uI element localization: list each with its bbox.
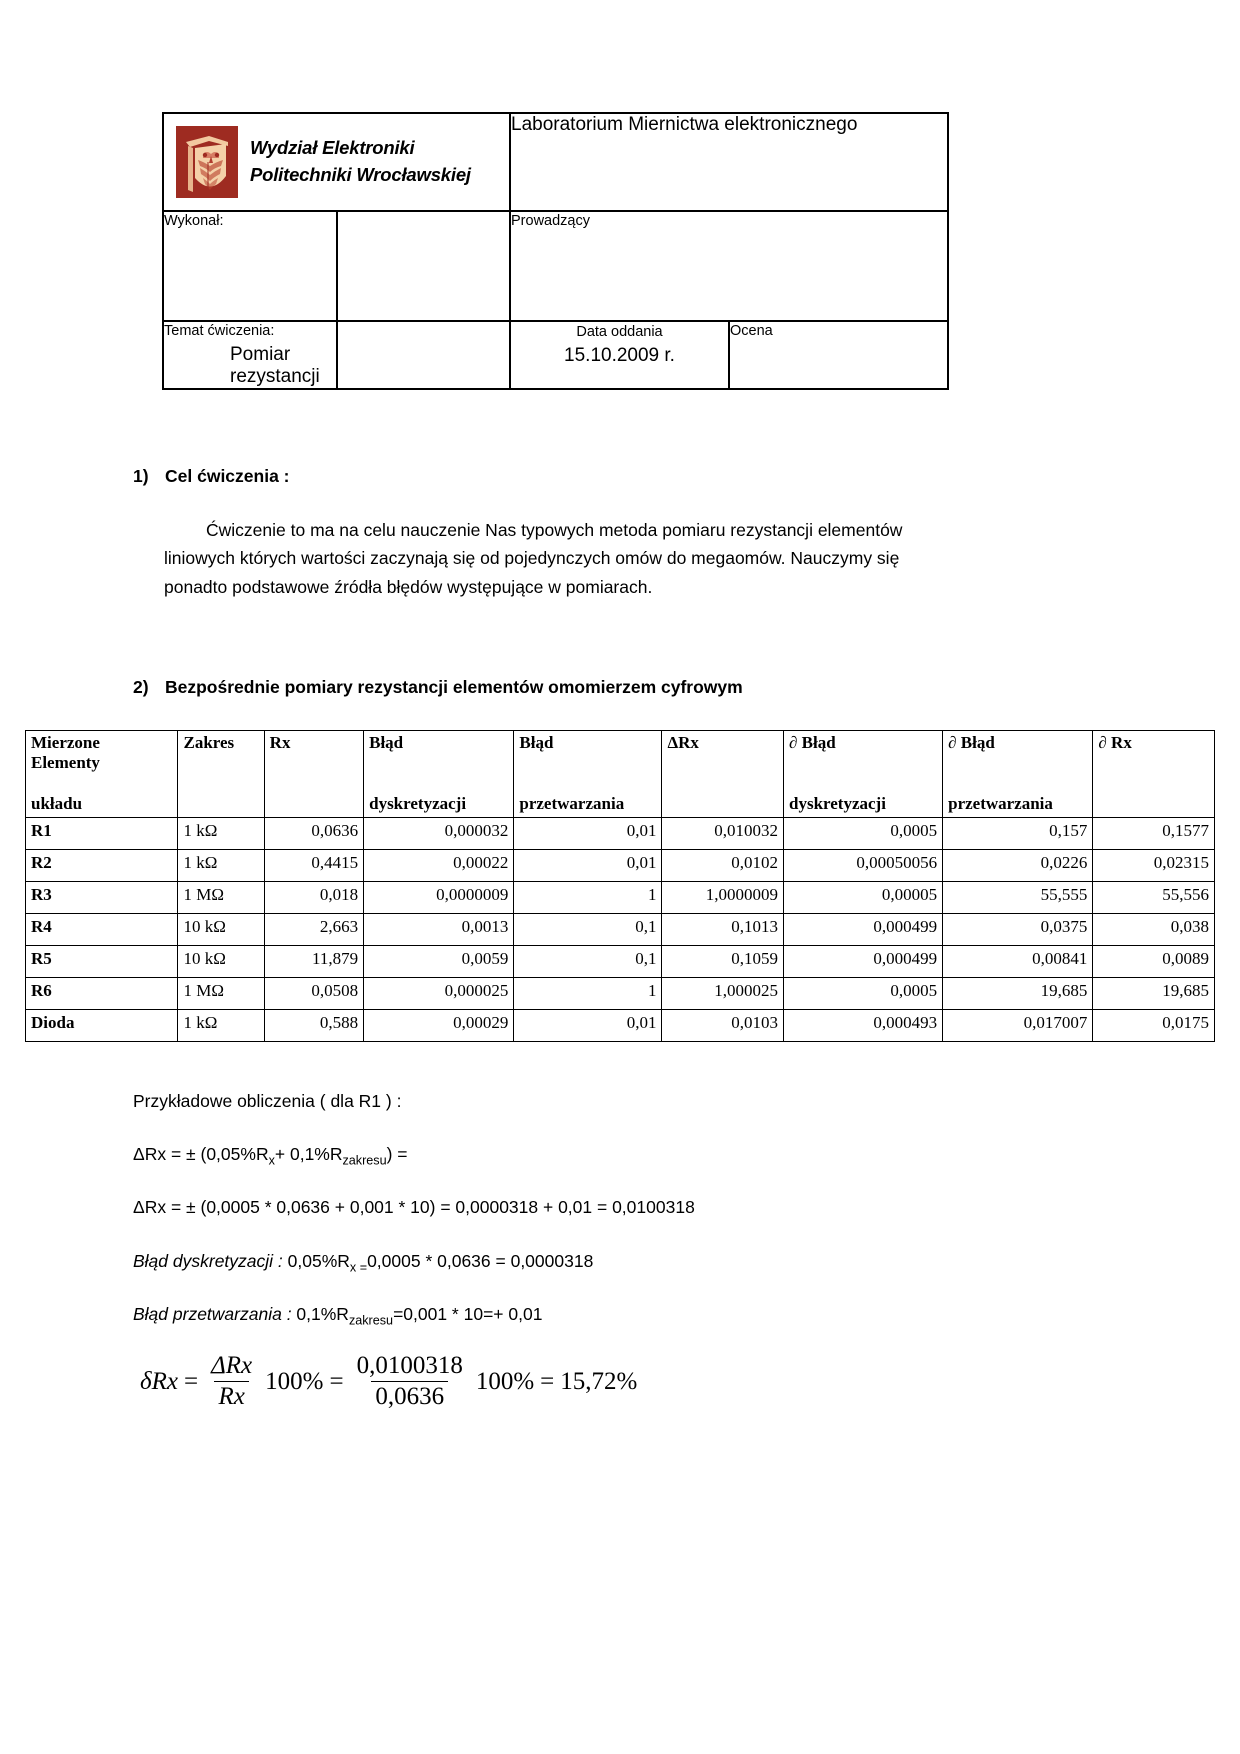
cell-value: 0,1577: [1093, 818, 1215, 850]
header-spacer-cell-1: [337, 211, 511, 321]
measurement-col-header-5: [662, 731, 784, 818]
formula-fraction-1: [207, 1352, 256, 1411]
measurement-col-header-7: [943, 731, 1093, 818]
col-header-top: Zakres: [183, 733, 235, 752]
cell-value: 0,0636: [264, 818, 363, 850]
calc-intro: Przykładowe obliczenia ( dla R1 ) :: [133, 1091, 402, 1111]
calc3-a: 0,05%R: [287, 1251, 350, 1271]
header-row-title: [163, 113, 948, 211]
col-header-bottom: układu: [31, 794, 83, 813]
measurement-col-header-3: [364, 731, 514, 818]
cell-value: 1: [514, 882, 662, 914]
calc-line-1: [133, 1143, 408, 1169]
cell-value: 0,00029: [364, 1010, 514, 1042]
formula-f1-denominator: Rx: [214, 1381, 248, 1411]
calc3-label: Błąd dyskretyzacji :: [133, 1251, 288, 1271]
cell-element-name: R3: [26, 882, 178, 914]
calc-line-2: ΔRx = ± (0,0005 * 0,0636 + 0,001 * 10) = 0,0000318 + 0,01 = 0,0100318: [133, 1197, 695, 1217]
table-row: [26, 914, 1215, 946]
measurement-table: [25, 730, 1215, 1042]
cell-value: 11,879: [264, 946, 363, 978]
header-row-people: [163, 211, 948, 321]
table-row: [26, 978, 1215, 1010]
cell-value: 0,1: [514, 946, 662, 978]
cell-value: 0,0005: [784, 818, 943, 850]
header-row-topic: [163, 321, 948, 389]
cell-value: 1: [514, 978, 662, 1010]
col-header-top: ∂ Błąd: [789, 733, 836, 752]
formula-eq-2: =: [329, 1367, 344, 1395]
calc4-label: Błąd przetwarzania :: [133, 1304, 297, 1324]
section-1-number: 1): [133, 466, 149, 486]
ocena-label: Ocena: [730, 323, 773, 339]
cell-value: 0,0226: [943, 850, 1093, 882]
cell-element-name: R1: [26, 818, 178, 850]
calc1-sub2: zakresu: [342, 1153, 387, 1168]
cell-value: 0,0013: [364, 914, 514, 946]
col-header-top: ∂ Błąd: [948, 733, 995, 752]
cell-value: 0,000032: [364, 818, 514, 850]
col-header-mid: Elementy: [31, 753, 100, 772]
section-2-number: 2): [133, 677, 149, 697]
ocena-cell[interactable]: [729, 321, 948, 389]
cell-element-name: R4: [26, 914, 178, 946]
cell-value: 0,0102: [662, 850, 784, 882]
cell-value: 55,556: [1093, 882, 1215, 914]
cell-value: 0,0089: [1093, 946, 1215, 978]
cell-element-name: Dioda: [26, 1010, 178, 1042]
table-row: [26, 882, 1215, 914]
cell-value: 0,00022: [364, 850, 514, 882]
data-oddania-label: Data oddania: [576, 324, 663, 340]
measurement-col-header-8: [1093, 731, 1215, 818]
logo-and-faculty-cell: [163, 113, 510, 211]
cell-value: 55,555: [943, 882, 1093, 914]
faculty-name: [250, 135, 471, 189]
cell-value: 0,0508: [264, 978, 363, 1010]
cell-value: 10 kΩ: [178, 946, 264, 978]
cell-value: 0,01: [514, 818, 662, 850]
cell-value: 19,685: [943, 978, 1093, 1010]
cell-value: 10 kΩ: [178, 914, 264, 946]
faculty-line-1: Wydział Elektroniki: [250, 137, 415, 159]
section-1-title: Cel ćwiczenia :: [165, 466, 290, 486]
cell-value: 0,00841: [943, 946, 1093, 978]
section-1-heading: [133, 466, 290, 487]
measurement-header-row: [26, 731, 1215, 818]
calc3-sub: x =: [349, 1260, 368, 1275]
col-header-bottom: przetwarzania: [948, 794, 1053, 813]
temat-value: Pomiar rezystancji: [230, 344, 320, 387]
cell-value: 1 kΩ: [178, 850, 264, 882]
formula-result: 15,72%: [560, 1367, 638, 1395]
cell-value: 0,02315: [1093, 850, 1215, 882]
formula-lhs: δRx: [140, 1367, 178, 1395]
cell-value: 1 kΩ: [178, 818, 264, 850]
lab-title-cell: [510, 113, 948, 211]
cell-value: 0,000499: [784, 946, 943, 978]
measurement-col-header-2: [264, 731, 363, 818]
cell-value: 0,000499: [784, 914, 943, 946]
formula-f2-denominator: 0,0636: [371, 1381, 448, 1411]
pwr-eagle-logo-icon: [176, 126, 238, 198]
cell-value: 0,0005: [784, 978, 943, 1010]
section-2-heading: [133, 677, 743, 698]
cell-value: 0,0175: [1093, 1010, 1215, 1042]
data-oddania-value: 15.10.2009 r.: [564, 345, 675, 367]
cell-value: 0,00005: [784, 882, 943, 914]
cell-value: 1 MΩ: [178, 882, 264, 914]
temat-cell[interactable]: [163, 321, 337, 389]
calc1-d: ) =: [386, 1144, 408, 1164]
temat-label: Temat ćwiczenia:: [164, 323, 275, 339]
prowadzacy-label: Prowadzący: [511, 213, 590, 229]
measurement-col-header-1: [178, 731, 264, 818]
cell-value: 0,000493: [784, 1010, 943, 1042]
cell-value: 1,0000009: [662, 882, 784, 914]
cell-value: 1 MΩ: [178, 978, 264, 1010]
cell-value: 1,000025: [662, 978, 784, 1010]
measurement-col-header-6: [784, 731, 943, 818]
cell-value: 0,4415: [264, 850, 363, 882]
calc4-a: 0,1%R: [296, 1304, 349, 1324]
col-header-top: ∂ Rx: [1098, 733, 1132, 752]
measurement-col-header-4: [514, 731, 662, 818]
cell-value: 0,157: [943, 818, 1093, 850]
calc1-a: ΔRx =: [133, 1144, 187, 1164]
wykonal-cell[interactable]: [163, 211, 337, 321]
lab-title: Laboratorium Miernictwa elektronicznego: [511, 114, 858, 135]
measurement-table-head: [26, 731, 1215, 818]
cell-value: 0,588: [264, 1010, 363, 1042]
calc3-b: 0,0005 * 0,0636 = 0,0000318: [367, 1251, 594, 1271]
calc1-c: + 0,1%R: [274, 1144, 343, 1164]
cell-element-name: R5: [26, 946, 178, 978]
table-row: [26, 1010, 1215, 1042]
col-header-top: Mierzone: [31, 733, 100, 752]
cell-element-name: R2: [26, 850, 178, 882]
formula-f2-numerator: 0,0100318: [356, 1352, 463, 1379]
col-header-bottom: dyskretyzacji: [369, 794, 467, 813]
cell-value: 0,0000009: [364, 882, 514, 914]
report-header-table: [162, 112, 949, 390]
calc1-b: ± (0,05%R: [186, 1144, 269, 1164]
calc1-sub1: x: [268, 1153, 275, 1168]
col-header-top: Błąd: [369, 733, 404, 752]
cell-value: 19,685: [1093, 978, 1215, 1010]
cell-element-name: R6: [26, 978, 178, 1010]
section-1-body: Ćwiczenie to ma na celu nauczenie Nas typowych metoda pomiaru rezystancji elementów liniowych których wartości zaczynają się od pojedynczych omów do megaomów. Nauczymy się ponadto podstawowe źródła błędów występujące w pomiarach.: [164, 520, 903, 597]
formula-f1-numerator: ΔRx: [211, 1352, 253, 1379]
col-header-bottom: dyskretyzacji: [789, 794, 886, 813]
col-header-top: Błąd: [519, 733, 554, 752]
formula-percent-2: 100%: [475, 1367, 535, 1395]
formula-eq-3: =: [540, 1367, 555, 1395]
table-row: [26, 818, 1215, 850]
prowadzacy-cell[interactable]: [510, 211, 948, 321]
cell-value: 0,1059: [662, 946, 784, 978]
cell-value: 0,000025: [364, 978, 514, 1010]
data-oddania-cell: [510, 321, 729, 389]
delta-rx-formula: [140, 1352, 637, 1411]
cell-value: 0,01: [514, 850, 662, 882]
cell-value: 0,0059: [364, 946, 514, 978]
wykonal-label: Wykonał:: [164, 213, 224, 229]
cell-value: 0,01: [514, 1010, 662, 1042]
cell-value: 0,1: [514, 914, 662, 946]
faculty-line-2: Politechniki Wrocławskiej: [250, 164, 471, 185]
cell-value: 0,017007: [943, 1010, 1093, 1042]
cell-value: 0,038: [1093, 914, 1215, 946]
cell-value: 0,1013: [662, 914, 784, 946]
table-row: [26, 850, 1215, 882]
cell-value: 0,0375: [943, 914, 1093, 946]
cell-value: 2,663: [264, 914, 363, 946]
formula-eq-1: =: [184, 1367, 199, 1395]
table-row: [26, 946, 1215, 978]
section-2-title: Bezpośrednie pomiary rezystancji elementów omomierzem cyfrowym: [165, 677, 743, 697]
formula-fraction-2: [353, 1352, 467, 1411]
cell-value: 0,010032: [662, 818, 784, 850]
cell-value: 0,00050056: [784, 850, 943, 882]
cell-value: 0,0103: [662, 1010, 784, 1042]
calc-line-4: [133, 1303, 542, 1329]
header-spacer-cell-2: [337, 321, 511, 389]
col-header-top: Rx: [269, 733, 291, 752]
cell-value: 1 kΩ: [178, 1010, 264, 1042]
calc-line-3: [133, 1250, 593, 1276]
calc4-b: =0,001 * 10=+ 0,01: [393, 1304, 543, 1324]
cell-value: 0,018: [264, 882, 363, 914]
measurement-col-header-0: [26, 731, 178, 818]
col-header-top: ΔRx: [667, 733, 699, 752]
calc4-sub: zakresu: [348, 1313, 394, 1328]
formula-percent-1: 100%: [265, 1367, 324, 1395]
measurement-table-body: [26, 818, 1215, 1042]
col-header-bottom: przetwarzania: [519, 794, 625, 813]
